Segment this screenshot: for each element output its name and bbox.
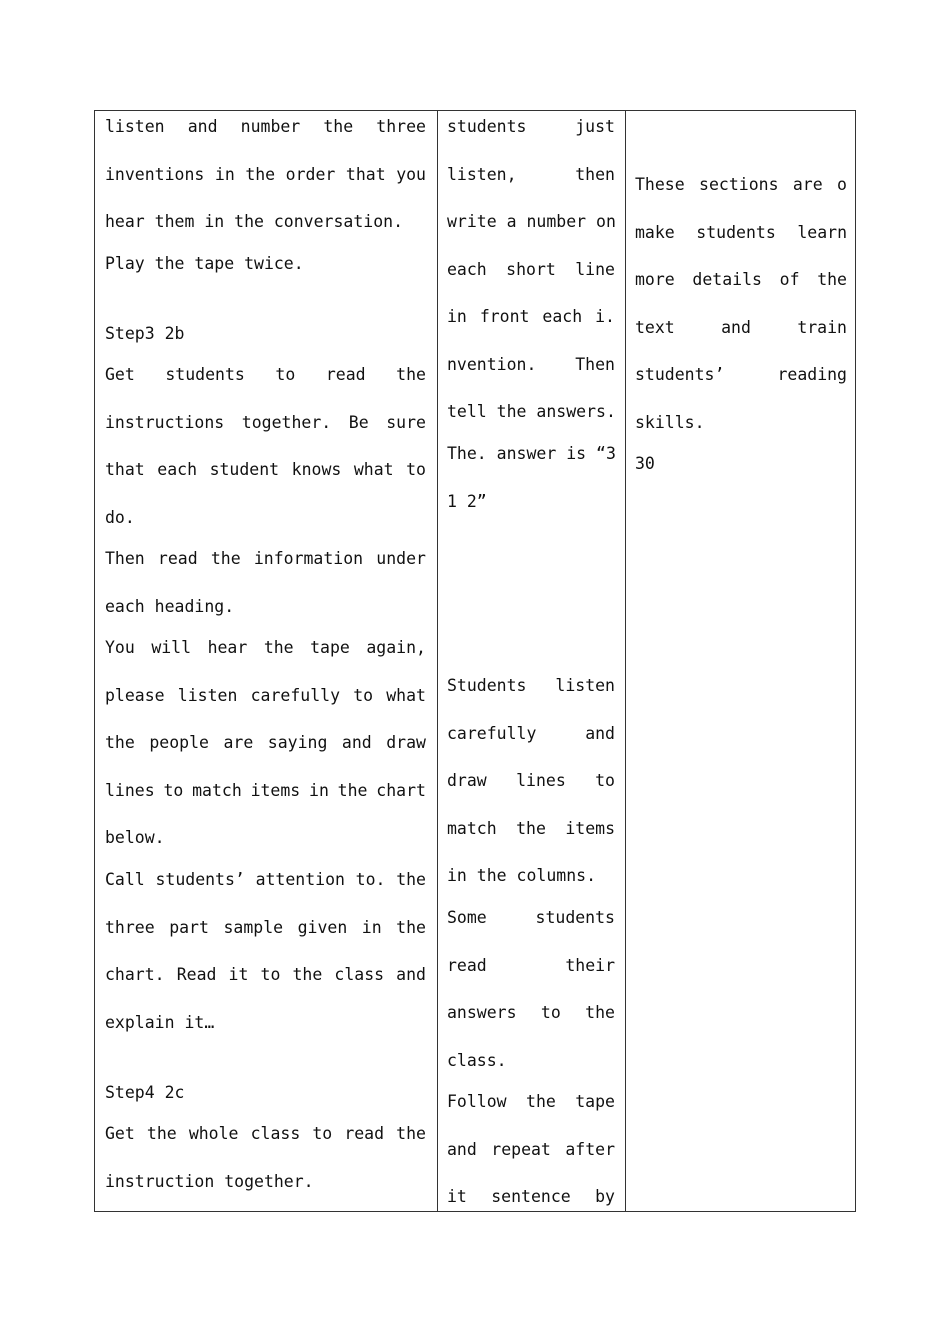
text-line <box>105 460 426 480</box>
text-line <box>447 724 615 744</box>
text-line: skills. <box>635 412 705 432</box>
word: text <box>635 317 675 337</box>
text-line <box>105 918 426 938</box>
word: lines <box>105 780 155 800</box>
word: tape <box>310 638 350 657</box>
word: students <box>165 365 245 384</box>
word: the <box>263 638 294 657</box>
word: to <box>163 780 184 800</box>
word: more <box>635 270 675 289</box>
text-line <box>447 1092 615 1112</box>
word: the <box>396 365 426 384</box>
word: train <box>797 317 847 337</box>
word: again, <box>366 638 426 657</box>
word: given <box>297 917 348 937</box>
word: the <box>526 1092 556 1111</box>
word: and <box>341 733 372 752</box>
word: answers <box>447 1003 517 1022</box>
word: and <box>585 723 615 743</box>
text-line <box>105 413 426 433</box>
text-line <box>447 956 615 976</box>
word: items <box>565 818 615 838</box>
word: three <box>105 917 155 937</box>
word: class <box>250 1124 301 1143</box>
word: the <box>817 270 847 289</box>
word: then <box>575 164 615 184</box>
word: information <box>253 549 364 568</box>
word: the <box>210 549 241 568</box>
word: by <box>595 1187 615 1206</box>
text-line <box>447 1003 615 1023</box>
word: and <box>447 1139 477 1159</box>
word: and <box>187 117 218 136</box>
word: chart <box>376 780 426 800</box>
word: each <box>157 460 198 479</box>
word: knows <box>291 460 342 479</box>
word: read <box>157 549 198 568</box>
word: These <box>635 175 685 194</box>
word: number <box>240 117 301 136</box>
word: listen <box>555 676 615 695</box>
word: you <box>396 164 426 184</box>
text-line <box>635 318 847 338</box>
word: attention <box>255 870 345 889</box>
word: in <box>447 307 467 326</box>
word: sample <box>223 917 284 937</box>
word: Students <box>447 676 527 695</box>
word: in <box>361 917 382 937</box>
word: students <box>447 117 527 136</box>
text-line <box>635 365 847 385</box>
text-line <box>447 1187 615 1207</box>
word: to <box>540 1003 561 1022</box>
text-line: 1 2” <box>447 491 487 511</box>
word: three <box>376 117 426 136</box>
text-line <box>105 733 426 753</box>
word: just <box>575 117 615 136</box>
word: order <box>285 164 336 184</box>
word: to <box>353 685 374 705</box>
text-line <box>447 117 615 137</box>
word: read <box>325 365 366 384</box>
word: in <box>214 164 235 184</box>
word: it <box>228 965 249 984</box>
word: students <box>535 908 615 927</box>
text-line <box>635 175 847 195</box>
word: inventions <box>105 164 205 184</box>
word: listen <box>177 685 238 705</box>
text-line <box>447 1140 615 1160</box>
word: draw <box>386 733 426 752</box>
word: after <box>565 1139 615 1159</box>
word: the <box>585 1003 615 1022</box>
word: make <box>635 222 675 242</box>
word: and <box>396 965 426 984</box>
text-line: hear them in the conversation. <box>105 212 404 231</box>
word: sure <box>386 412 426 432</box>
word: to. <box>355 870 386 889</box>
word: learn <box>797 222 847 242</box>
word: each <box>447 259 487 279</box>
word: the <box>396 917 426 937</box>
word: Get <box>105 365 135 384</box>
text-line <box>447 260 615 280</box>
word: to <box>260 965 281 984</box>
word: Then <box>105 549 145 568</box>
text-line <box>447 165 615 185</box>
word: Get <box>105 1124 135 1143</box>
text-line: Play the tape twice. <box>105 254 304 273</box>
word: short <box>506 259 556 279</box>
word: students <box>696 222 776 242</box>
word: of <box>779 270 800 289</box>
word: students’ <box>635 365 725 384</box>
word: each <box>542 307 583 326</box>
word: what <box>353 460 394 479</box>
text-line <box>447 355 615 375</box>
word: will <box>151 638 192 657</box>
text-line: The. answer is “3 <box>447 444 616 463</box>
step-heading: Step4 2c <box>105 1083 185 1102</box>
text-line: tell the answers. <box>447 402 616 421</box>
word: items <box>250 780 301 800</box>
word: Then <box>575 354 615 374</box>
word: to <box>595 771 615 790</box>
word: the <box>396 1124 426 1143</box>
text-line <box>635 270 847 290</box>
word: listen, <box>447 164 517 184</box>
word: saying <box>267 733 328 752</box>
word: it <box>447 1187 467 1206</box>
word: and <box>721 317 751 337</box>
word: nvention. <box>447 354 537 374</box>
word: draw <box>447 771 487 790</box>
word: that <box>345 164 386 184</box>
word: repeat <box>491 1139 551 1159</box>
text-line <box>105 165 426 185</box>
word: hear <box>207 638 248 657</box>
text-line <box>105 686 426 706</box>
word: what <box>386 685 426 705</box>
word: carefully <box>250 685 340 705</box>
step-heading: Step3 2b <box>105 324 185 343</box>
word: the <box>516 818 546 838</box>
word: lines <box>516 771 566 790</box>
text-line <box>447 771 615 791</box>
text-line <box>105 549 426 569</box>
word: Some <box>447 908 487 927</box>
text-line: each heading. <box>105 596 235 616</box>
word: carefully <box>447 723 537 743</box>
word: the <box>337 780 368 800</box>
word: Read <box>176 965 217 984</box>
time-value: 30 <box>635 454 655 473</box>
word: match <box>192 780 242 800</box>
word: student <box>209 460 280 479</box>
text-line <box>105 117 426 137</box>
word: read <box>447 955 487 975</box>
word: the <box>146 1124 177 1143</box>
word: to <box>312 1124 333 1143</box>
word: Be <box>348 412 369 432</box>
word: sentence <box>491 1187 571 1206</box>
word: class <box>334 965 385 984</box>
word: are <box>792 175 823 194</box>
text-line <box>447 908 615 928</box>
word: o <box>837 175 847 194</box>
word: sections <box>699 175 779 194</box>
word: please <box>105 685 165 705</box>
text-line <box>105 638 426 658</box>
text-line: below. <box>105 828 165 847</box>
text-line <box>635 223 847 243</box>
word: part <box>169 917 209 937</box>
word: that <box>105 460 145 479</box>
text-line <box>105 781 426 801</box>
word: in <box>309 780 329 800</box>
word: the <box>245 164 276 184</box>
word: match <box>447 818 497 838</box>
word: Follow <box>447 1092 507 1111</box>
word: instructions <box>105 412 225 432</box>
text-line: in the columns. <box>447 866 597 885</box>
student-activity-column <box>437 111 626 1211</box>
word: listen <box>105 117 165 136</box>
word: to <box>275 365 296 384</box>
text-line: explain it… <box>105 1012 215 1032</box>
text-line <box>447 819 615 839</box>
text-line: class. <box>447 1050 507 1070</box>
text-line <box>447 676 615 696</box>
word: the <box>292 965 323 984</box>
word: i. <box>595 307 615 326</box>
lesson-plan-table <box>94 110 856 1212</box>
word: whole <box>188 1124 239 1143</box>
text-line: write a number on <box>447 212 616 231</box>
word: the <box>323 117 354 136</box>
word: the <box>396 870 426 889</box>
word: under <box>376 549 426 568</box>
text-line <box>105 365 426 385</box>
word: You <box>105 638 135 657</box>
word: their <box>565 955 615 975</box>
word: tape <box>575 1092 615 1111</box>
word: are <box>223 733 254 752</box>
word: students’ <box>155 870 245 889</box>
text-line <box>105 965 426 985</box>
word: people <box>149 733 209 752</box>
text-line <box>447 307 615 327</box>
word: the <box>105 733 135 752</box>
word: read <box>344 1124 385 1143</box>
text-line: instruction together. <box>105 1171 314 1191</box>
word: chart. <box>105 965 165 984</box>
text-line: do. <box>105 507 135 527</box>
word: Call <box>105 870 145 889</box>
word: to <box>406 460 426 479</box>
word: together. <box>241 412 332 432</box>
text-line <box>105 870 426 890</box>
word: details <box>692 270 762 289</box>
text-line <box>105 1124 426 1144</box>
word: reading <box>777 365 847 384</box>
teacher-activity-column <box>95 111 438 1211</box>
purpose-column <box>626 111 855 1211</box>
word: line <box>575 259 615 279</box>
word: front <box>479 307 530 326</box>
